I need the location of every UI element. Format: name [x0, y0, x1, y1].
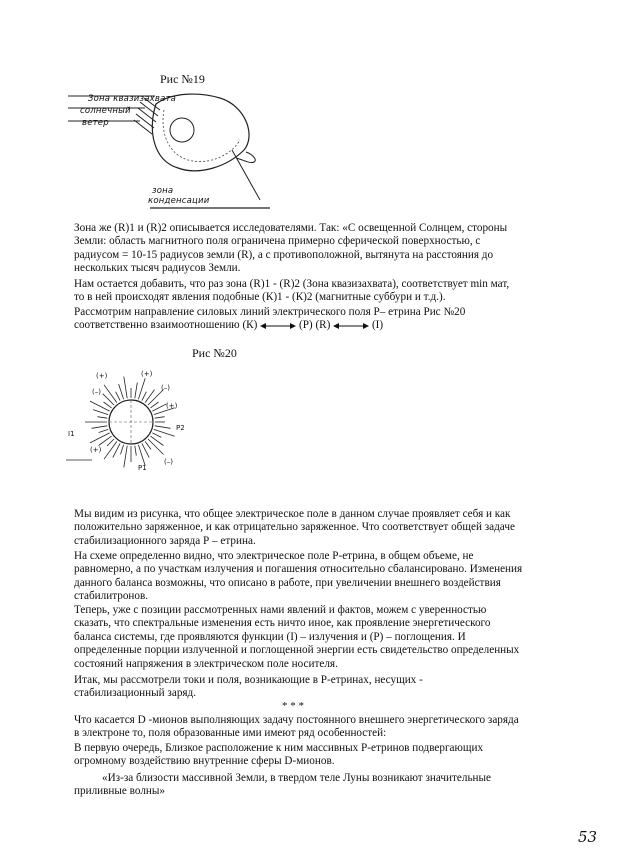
fig20-label: (+)	[166, 402, 178, 410]
field-line	[155, 417, 165, 419]
page-number: 53	[578, 828, 598, 846]
field-line	[93, 410, 108, 415]
paragraph-8	[74, 714, 552, 741]
p10-line: «Из-за близости массивной Земли, в твердом теле Луны возникают значительные	[102, 772, 492, 784]
field-line	[155, 426, 171, 429]
fig20-label: I1	[68, 430, 75, 438]
p6-line: Теперь, уже с позиции рассмотренных нами явлений и фактов, можем с уверенностью	[74, 604, 487, 616]
field-line	[148, 439, 164, 455]
p3-line1: Рассмотрим направление силовых линий электрического поля Р– етрина Рис №20	[74, 306, 466, 318]
field-line	[145, 390, 154, 403]
field-line	[135, 383, 138, 399]
section-separator-stars: * * *	[282, 700, 304, 712]
fig19-caption: Рис №19	[160, 72, 205, 86]
field-line	[124, 446, 127, 468]
p9-line: огромному воздействию внутренние сферы D-мионов.	[74, 755, 335, 768]
p4-line: положительно заряженное, и как отрицательно заряженное. Что соответствует общей задаче	[74, 521, 515, 534]
p8-line: в электроне то, поля образованные ими имеют ряд особенностей:	[74, 727, 387, 740]
field-line	[97, 417, 107, 419]
fig20-label: (–)	[161, 384, 170, 392]
field-line	[150, 436, 163, 445]
fig20-label: (–)	[92, 388, 101, 396]
field-line	[135, 446, 137, 456]
paragraph-4	[74, 508, 552, 548]
p6-line: состояний напряжения в электрическом поле носителя.	[74, 657, 338, 670]
p6-line: определенные порции излученной и поглощенной энергии есть свидетельство определенных	[74, 644, 520, 657]
paragraph-3	[74, 306, 552, 333]
p5-line: На схеме определенно видно, что электрическое поле Р-етрина, в общем объеме, не	[74, 550, 474, 562]
p2-line: то в ней происходят явления подобные (К)1 - (К)2 (магнитные суббури и т.д.).	[74, 291, 446, 304]
p3-line2-c: (I)	[371, 319, 384, 332]
fig20-label: (+)	[141, 370, 153, 378]
p3-line2	[74, 319, 552, 332]
field-line	[104, 385, 117, 403]
double-arrow-icon	[260, 322, 296, 330]
field-line	[119, 384, 124, 399]
p1-line: радиусом = 10-15 радиусов земли (R), а с противоположной, вытянута на расстояния до	[74, 248, 494, 261]
fig19-label-zone-cond-1: зона	[152, 186, 174, 196]
fig20-diagram	[66, 360, 196, 480]
p1-line: Земли: область магнитного поля ограничена примерно сферической поверхностью, с	[74, 235, 481, 248]
field-line	[121, 445, 124, 455]
field-line	[90, 401, 110, 411]
fig20-caption: Рис №20	[192, 346, 237, 360]
fig20-label: (+)	[90, 446, 102, 454]
field-line	[90, 433, 110, 443]
p3-line2-b: (Р) (R)	[298, 319, 331, 332]
p10-line: приливные волны»	[74, 785, 166, 798]
field-line	[145, 441, 151, 449]
field-line	[152, 433, 161, 438]
field-line	[107, 439, 114, 446]
field-line	[104, 441, 117, 459]
field-line	[150, 402, 158, 408]
p8-line: Что касается D -мионов выполняющих задачу постоянного внешнего энергетического заряда	[74, 714, 519, 726]
fig19-label-zone-cond-2: конденсации	[148, 196, 210, 206]
fig19-label-solar-wind-2: ветер	[82, 118, 109, 128]
p2-line: Нам остается добавить, что раз зона (R)1 - (R)2 (Зона квазизахвата), соответствует min мат,	[74, 278, 510, 290]
field-line	[142, 392, 147, 401]
fig20-label: (–)	[164, 458, 173, 466]
p1-line: нескольких тысяч радиусов Земли.	[74, 262, 241, 275]
p6-line: баланса системы, где проявляются функции (I) – излучения и (Р) – поглощения. И	[74, 630, 466, 643]
paragraph-6	[74, 604, 552, 671]
p5-line: данного баланса возможны, что описано в работе, при увеличении внешнего воздействия	[74, 576, 501, 589]
field-line	[124, 377, 127, 399]
paragraph-1	[74, 222, 552, 276]
p7-line: Итак, мы рассмотрели токи и поля, возникающие в Р-етринах, несущих -	[74, 674, 423, 686]
p4-line: стабилизационного заряда Р – етрина.	[74, 534, 256, 547]
p4-line: Мы видим из рисунка, что общее электрическое поле в данном случае проявляет себя и как	[74, 508, 511, 520]
field-line	[99, 429, 109, 432]
field-line	[103, 394, 114, 405]
paragraph-2	[74, 278, 552, 305]
paragraph-5	[74, 550, 552, 604]
double-arrow-icon	[333, 322, 369, 330]
fig19-label-zone-quasi: Зона квазизахвата	[88, 94, 177, 104]
fig19-label-solar-wind-1: солнечный	[80, 106, 131, 116]
field-line	[92, 426, 108, 429]
p6-line: сказать, что спектральные изменения есть ничто иное, как проявление энергетического	[74, 617, 491, 630]
fig20-label: Р1	[138, 464, 147, 472]
paragraph-7	[74, 674, 552, 701]
field-line	[104, 402, 112, 408]
fig20-label: (+)	[96, 372, 108, 380]
p1-line: Зона же (R)1 и (R)2 описывается исследователями. Так: «С освещенной Солнцем, стороны	[74, 222, 508, 234]
p5-line: равномерно, а по участкам излучения и погашения относительно сбалансировано. Изменения	[74, 563, 523, 576]
field-line	[116, 392, 121, 401]
p9-line: В первую очередь, Близкое расположение к ним массивных Р-етринов подвергающих	[74, 742, 484, 754]
p7-line: стабилизационный заряд.	[74, 687, 197, 700]
p3-line2-a: соответственно взаимоотношению (К)	[74, 319, 258, 332]
fig20-label: Р2	[176, 424, 185, 432]
paragraph-10	[74, 772, 552, 799]
paragraph-9	[74, 742, 552, 769]
p5-line: стабилитронов.	[74, 590, 149, 603]
